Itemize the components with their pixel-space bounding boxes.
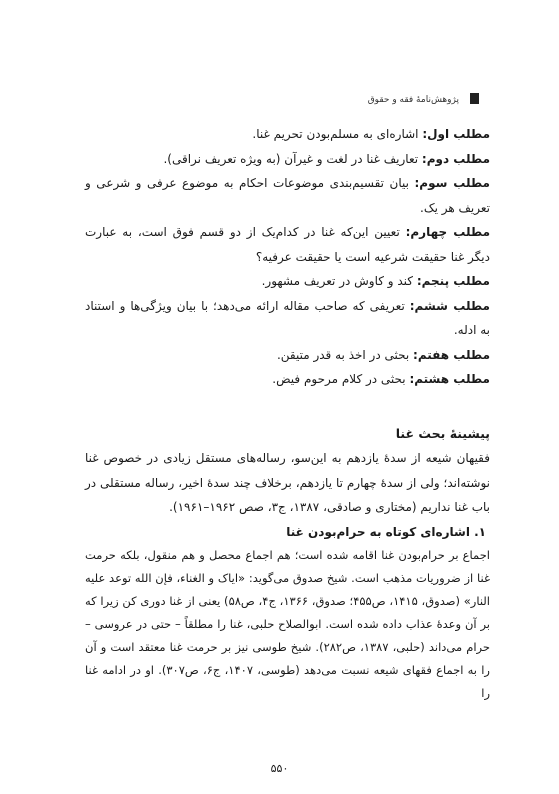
outline-item-text: تعیین این‌که غنا در کدام‌یک از دو قسم فوق است، به عبارت دیگر غنا حقیقت شرعیه است یا حقیقت عرفیه؟ xyxy=(85,225,490,264)
outline-item-text: تعریفی که صاحب مقاله ارائه می‌دهد؛ با بیان ویژگی‌ها و استناد به ادله. xyxy=(85,298,490,337)
body-paragraph: اجماع بر حرام‌بودن غنا اقامه شده است؛ هم اجماع محصل و هم منقول، بلکه حرمت غنا از ضروریات مذهب است. شیخ صدوق می‌گوید: «ایاک و الغناء، فإن الله توعد علیه النار» (صدوق، ۱۴۱۵، ص۴۵۵؛ صدوق، ۱۳۶۶، ج۴، ص۵۸) یعنی از غنا دوری کن زیرا که بر آن وعدهٔ عذاب داده شده است. ابوالصلاح حلبی، غنا را مطلقاً – حتی در عروسی – حرام می‌داند (حلبی، ۱۳۸۷، ص۲۸۲). شیخ طوسی نیز بر حرمت غنا معتقد است و آن را به اجماع فقهای شیعه نسبت می‌دهد (طوسی، ۱۴۰۷، ج۶، ص۳۰۷). او در ادامه غنا را xyxy=(85,548,490,700)
outline-list xyxy=(85,122,490,392)
outline-item-text: تعاریف غنا در لغت و غیرآن (به ویژه تعریف نراقی). xyxy=(163,151,422,166)
outline-item-text: بحثی در اخذ به قدر متیقن. xyxy=(276,347,414,362)
outline-item xyxy=(85,269,490,294)
outline-item xyxy=(85,343,490,368)
outline-item xyxy=(85,122,490,147)
outline-item-label: مطلب چهارم: xyxy=(405,225,490,239)
page-body xyxy=(85,122,490,705)
outline-item xyxy=(85,147,490,172)
section-paragraph: فقیهان شیعه از سدهٔ یازدهم به این‌سو، رساله‌های مستقل زیادی در خصوص غنا نوشته‌اند؛ ولی از سدهٔ چهارم تا یازدهم، برخلاف چند سدهٔ اخیر، رساله مستقلی در باب غنا نداریم (مختاری و صادقی، ۱۳۸۷، ج۳، صص ۱۹۶۲–۱۹۶۱). xyxy=(85,451,490,514)
outline-item-label: مطلب سوم: xyxy=(414,176,490,190)
outline-item-text: بحثی در کلام مرحوم فیض. xyxy=(272,372,410,386)
section-title: پیشینهٔ بحث غنا xyxy=(395,425,490,441)
outline-item-label: مطلب ششم: xyxy=(409,298,490,313)
outline-item xyxy=(85,294,490,343)
running-header: پژوهش‌نامهٔ فقه و حقوق xyxy=(367,95,459,105)
outline-item xyxy=(85,220,490,269)
outline-item-label: مطلب پنجم: xyxy=(416,274,490,288)
outline-item-label: مطلب هفتم: xyxy=(413,347,490,362)
page-number: ۵۵۰ xyxy=(270,762,289,775)
outline-item-text: کند و کاوش در تعریف مشهور. xyxy=(261,274,417,288)
outline-item-text: اشاره‌ای به مسلم‌بودن تحریم غنا. xyxy=(252,127,423,141)
outline-item-text: بیان تقسیم‌بندی موضوعات احکام به موضوع عرفی و شرعی و تعریف هر یک. xyxy=(85,176,490,215)
outline-item-label: مطلب هشتم: xyxy=(409,372,490,386)
outline-item-label: مطلب اول: xyxy=(422,127,490,141)
outline-item xyxy=(85,367,490,392)
outline-item xyxy=(85,171,490,220)
header-mark xyxy=(470,93,479,104)
outline-item-label: مطلب دوم: xyxy=(421,151,490,166)
subheading: ۱. اشاره‌ای کوتاه به حرام‌بودن غنا xyxy=(286,524,486,539)
